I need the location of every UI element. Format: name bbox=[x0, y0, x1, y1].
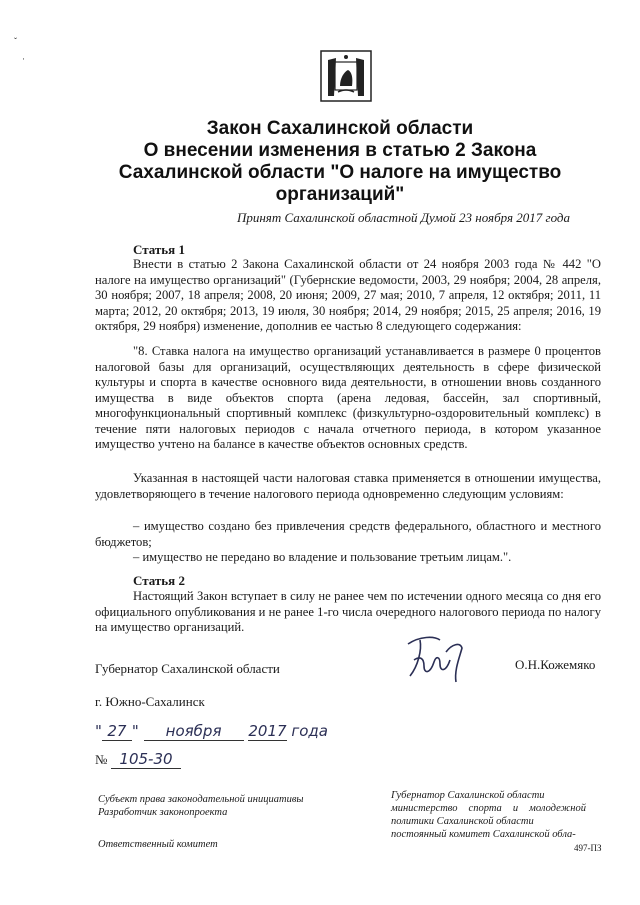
governor-position: Губернатор Сахалинской области bbox=[95, 661, 280, 676]
city: г. Южно-Сахалинск bbox=[95, 694, 205, 709]
date-day: 27 bbox=[102, 722, 132, 741]
article-1-heading: Статья 1 bbox=[133, 242, 185, 257]
title-line-3: Сахалинской области "О налоге на имущество bbox=[118, 162, 562, 183]
number-value: 105-30 bbox=[111, 750, 180, 769]
footer-right-3: политики Сахалинской области bbox=[391, 816, 534, 827]
article-1-condition: Указанная в настоящей части налоговая ставка применяется в отношении имущества, удовлетворяющего в течение налогового периода одновременно следующим условиям: bbox=[95, 471, 601, 501]
footer-right-4: постоянный комитет Сахалинской обла- bbox=[391, 829, 576, 840]
footer-left-2: Разработчик законопроекта bbox=[98, 807, 228, 818]
footer-right-1: Губернатор Сахалинской области bbox=[391, 790, 545, 801]
date-year: 2017 bbox=[248, 722, 287, 740]
title-line-2: О внесении изменения в статью 2 Закона bbox=[143, 140, 537, 161]
handwritten-signature bbox=[400, 630, 470, 690]
footer-right-2: министерство спорта и молодежной bbox=[391, 803, 586, 814]
article-1-item-2: – имущество не передано во владение и пользование третьим лицам.". bbox=[133, 550, 512, 564]
title-line-4: организаций" bbox=[275, 184, 405, 205]
footer-left-3: Ответственный комитет bbox=[98, 839, 218, 850]
date-month: ноября bbox=[144, 722, 244, 741]
scan-speck: · bbox=[22, 54, 25, 64]
document-code: 497-ПЗ bbox=[574, 843, 602, 853]
article-2-heading: Статья 2 bbox=[133, 573, 185, 588]
governor-name: О.Н.Кожемяко bbox=[515, 657, 596, 672]
article-1-item-1: – имущество создано без привлечения средств федерального, областного и местного бюджетов; bbox=[95, 519, 601, 549]
adopted-line: Принят Сахалинской областной Думой 23 ноября 2017 года bbox=[236, 210, 570, 225]
title-line-1: Закон Сахалинской области bbox=[206, 118, 474, 139]
footer-left-1: Субъект права законодательной инициативы bbox=[98, 794, 304, 805]
date-suffix: года bbox=[291, 722, 328, 740]
coat-of-arms-emblem bbox=[318, 48, 374, 104]
article-1-intro: Внести в статью 2 Закона Сахалинской области от 24 ноября 2003 года № 442 "О налоге на имущество организаций" (Губернские ведомости, 2003, 29 ноября; 2004, 28 апреля, 30 ноября; 2007, 18 апреля; 2008, 20 июня; 2009, 27 мая; 2010, 7 апреля, 12 октября; 2011, 11 марта; 2012, 20 октября; 2013, 19 июля, 30 ноября; 2014, 29 ноября; 2015, 25 апреля; 2016, 19 октября, 29 ноября) изменение, дополнив ее частью 8 следующего содержания: bbox=[95, 257, 601, 333]
signing-date: " 27 " ноября 2017 года bbox=[95, 722, 328, 740]
article-1-part-8: "8. Ставка налога на имущество организаций устанавливается в размере 0 процентов налоговой базы для организаций, осуществляющих деятельность в сфере физической культуры и спорта в качестве основного вида деятельности, в отношении вновь созданного имущества в виде объектов спорта (арена ледовая, бассейн, зал спортивный, многофункциональный спортивный комплекс (физкультурно-оздоровительный комплекс) в течение пяти налоговых периодов с начала отчетного периода, в котором указанное имущество учтено на балансе в качестве объектов основных средств. bbox=[95, 344, 601, 451]
scan-speck: ˇ bbox=[14, 36, 17, 46]
number-prefix: № bbox=[95, 752, 108, 767]
law-number bbox=[95, 750, 181, 769]
article-2-text: Настоящий Закон вступает в силу не ранее чем по истечении одного месяца со дня его официального опубликования и не ранее 1-го числа очередного налогового периода по налогу на имущество организаций. bbox=[95, 589, 601, 634]
